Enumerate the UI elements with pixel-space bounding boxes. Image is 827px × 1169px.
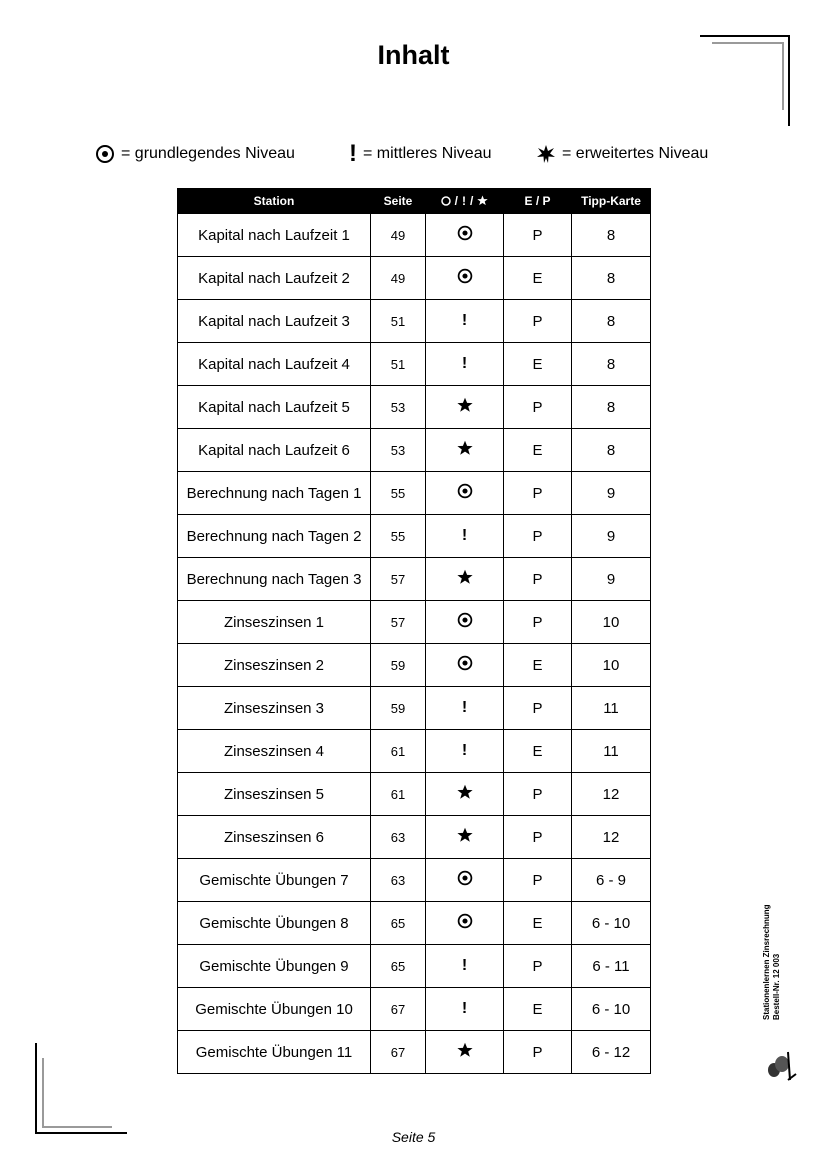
table-row [178,902,651,945]
seite-cell: 49 [371,257,426,300]
station-cell: Kapital nach Laufzeit 4 [178,343,371,386]
tipp-karte-cell: 10 [572,644,651,687]
ep-cell: P [504,214,572,257]
exclamation-icon: ! [461,742,468,759]
station-cell: Kapital nach Laufzeit 6 [178,429,371,472]
legend-label: = erweitertes Niveau [562,145,709,162]
legend [95,140,735,170]
table-row [178,945,651,988]
station-cell: Kapital nach Laufzeit 2 [178,257,371,300]
tipp-karte-cell: 10 [572,601,651,644]
niveau-cell [426,730,504,773]
sidebar-title: Stationenlernen Zinsrechnung [762,904,771,1020]
seite-cell: 51 [371,300,426,343]
content-table [177,188,651,1074]
station-cell: Zinseszinsen 2 [178,644,371,687]
station-cell: Berechnung nach Tagen 1 [178,472,371,515]
circle-dot-icon [457,486,473,503]
niveau-cell [426,773,504,816]
station-cell: Gemischte Übungen 11 [178,1031,371,1074]
tipp-karte-cell: 8 [572,257,651,300]
star-icon [457,443,473,460]
ep-cell: P [504,859,572,902]
tipp-karte-cell: 8 [572,214,651,257]
ep-cell: P [504,558,572,601]
exclamation-icon: ! [461,355,468,372]
seite-cell: 51 [371,343,426,386]
table-header-row [178,189,651,214]
legend-item-advanced [536,140,708,168]
ep-cell: P [504,945,572,988]
table-row [178,472,651,515]
seite-cell: 57 [371,558,426,601]
star-icon [457,1045,473,1062]
seite-cell: 55 [371,472,426,515]
table-row [178,558,651,601]
station-cell: Gemischte Übungen 9 [178,945,371,988]
ep-cell: P [504,687,572,730]
tipp-karte-cell: 8 [572,300,651,343]
circle-dot-icon [457,228,473,245]
tipp-karte-cell: 8 [572,429,651,472]
separator: / [470,193,474,208]
table-row [178,859,651,902]
seite-cell: 49 [371,214,426,257]
niveau-cell [426,902,504,945]
ep-cell: P [504,386,572,429]
seite-cell: 67 [371,988,426,1031]
table-row [178,816,651,859]
exclamation-icon: ! [461,312,468,329]
tipp-karte-cell: 9 [572,472,651,515]
niveau-cell [426,988,504,1031]
star-icon [477,195,488,206]
station-cell: Zinseszinsen 4 [178,730,371,773]
tipp-karte-cell: 12 [572,773,651,816]
niveau-cell [426,257,504,300]
table-row [178,257,651,300]
tipp-karte-cell: 8 [572,343,651,386]
legend-item-basic [95,140,295,168]
seite-cell: 59 [371,644,426,687]
ep-cell: P [504,601,572,644]
table-row [178,515,651,558]
seite-cell: 63 [371,816,426,859]
table-row [178,343,651,386]
station-cell: Zinseszinsen 1 [178,601,371,644]
star-icon [457,400,473,417]
circle-icon [441,196,451,206]
circle-dot-icon [95,144,115,164]
niveau-cell [426,343,504,386]
exclamation-icon: ! [349,140,357,167]
exclamation-icon: ! [461,1000,468,1017]
ep-cell: P [504,816,572,859]
seite-cell: 65 [371,945,426,988]
circle-dot-icon [457,916,473,933]
station-cell: Gemischte Übungen 8 [178,902,371,945]
seite-cell: 55 [371,515,426,558]
niveau-cell [426,386,504,429]
star-icon [457,787,473,804]
station-cell: Berechnung nach Tagen 3 [178,558,371,601]
ep-cell: E [504,988,572,1031]
niveau-cell [426,601,504,644]
ep-cell: E [504,902,572,945]
seite-cell: 65 [371,902,426,945]
star-icon [457,830,473,847]
header-station: Station [178,189,371,214]
niveau-cell [426,644,504,687]
page-footer: Seite 5 [391,1129,436,1145]
niveau-cell [426,687,504,730]
tipp-karte-cell: 9 [572,515,651,558]
table-row [178,429,651,472]
seite-cell: 57 [371,601,426,644]
legend-item-medium [349,140,492,168]
ep-cell: E [504,730,572,773]
table-row [178,601,651,644]
tipp-karte-cell: 6 - 10 [572,902,651,945]
ep-cell: P [504,472,572,515]
station-cell: Kapital nach Laufzeit 3 [178,300,371,343]
circle-dot-icon [457,271,473,288]
tipp-karte-cell: 6 - 9 [572,859,651,902]
exclamation-icon: ! [461,699,468,716]
separator: / [454,193,458,208]
tipp-karte-cell: 6 - 10 [572,988,651,1031]
ep-cell: P [504,515,572,558]
corner-frame-bottom-left-inner [42,1058,112,1128]
niveau-cell [426,816,504,859]
seite-cell: 59 [371,687,426,730]
tipp-karte-cell: 9 [572,558,651,601]
exclamation-icon: ! [461,957,468,974]
table-row [178,644,651,687]
station-cell: Zinseszinsen 3 [178,687,371,730]
station-cell: Zinseszinsen 6 [178,816,371,859]
circle-dot-icon [457,615,473,632]
header-ep: E / P [504,189,572,214]
exclamation-icon: ! [462,193,466,208]
table-row [178,300,651,343]
station-cell: Gemischte Übungen 7 [178,859,371,902]
header-tipp-karte: Tipp-Karte [572,189,651,214]
table-row [178,730,651,773]
table-row [178,687,651,730]
header-niveau [426,189,504,214]
station-cell: Kapital nach Laufzeit 5 [178,386,371,429]
station-cell: Berechnung nach Tagen 2 [178,515,371,558]
publisher-logo [764,1050,798,1082]
ep-cell: E [504,644,572,687]
niveau-cell [426,472,504,515]
niveau-cell [426,214,504,257]
tipp-karte-cell: 11 [572,730,651,773]
station-cell: Kapital nach Laufzeit 1 [178,214,371,257]
tipp-karte-cell: 8 [572,386,651,429]
circle-dot-icon [457,658,473,675]
niveau-cell [426,515,504,558]
niveau-cell [426,859,504,902]
seite-cell: 67 [371,1031,426,1074]
publisher-sidebar [762,860,792,1020]
sidebar-order-number: Bestell-Nr. 12 003 [772,953,781,1020]
star-burst-icon [536,144,556,164]
ep-cell: E [504,257,572,300]
table-row [178,988,651,1031]
seite-cell: 53 [371,386,426,429]
ep-cell: P [504,773,572,816]
station-cell: Zinseszinsen 5 [178,773,371,816]
ep-cell: P [504,1031,572,1074]
niveau-cell [426,300,504,343]
table-row [178,773,651,816]
legend-label: = grundlegendes Niveau [121,145,295,162]
niveau-cell [426,558,504,601]
ep-cell: P [504,300,572,343]
page-title: Inhalt [377,40,450,70]
exclamation-icon: ! [461,527,468,544]
table-row [178,1031,651,1074]
tipp-karte-cell: 6 - 12 [572,1031,651,1074]
tipp-karte-cell: 6 - 11 [572,945,651,988]
tipp-karte-cell: 11 [572,687,651,730]
table-row [178,214,651,257]
star-icon [457,572,473,589]
seite-cell: 61 [371,773,426,816]
circle-dot-icon [457,873,473,890]
seite-cell: 53 [371,429,426,472]
niveau-cell [426,429,504,472]
ep-cell: E [504,343,572,386]
tipp-karte-cell: 12 [572,816,651,859]
ep-cell: E [504,429,572,472]
legend-label: = mittleres Niveau [363,145,492,162]
seite-cell: 63 [371,859,426,902]
niveau-cell [426,1031,504,1074]
table-row [178,386,651,429]
seite-cell: 61 [371,730,426,773]
station-cell: Gemischte Übungen 10 [178,988,371,1031]
header-seite: Seite [371,189,426,214]
niveau-cell [426,945,504,988]
